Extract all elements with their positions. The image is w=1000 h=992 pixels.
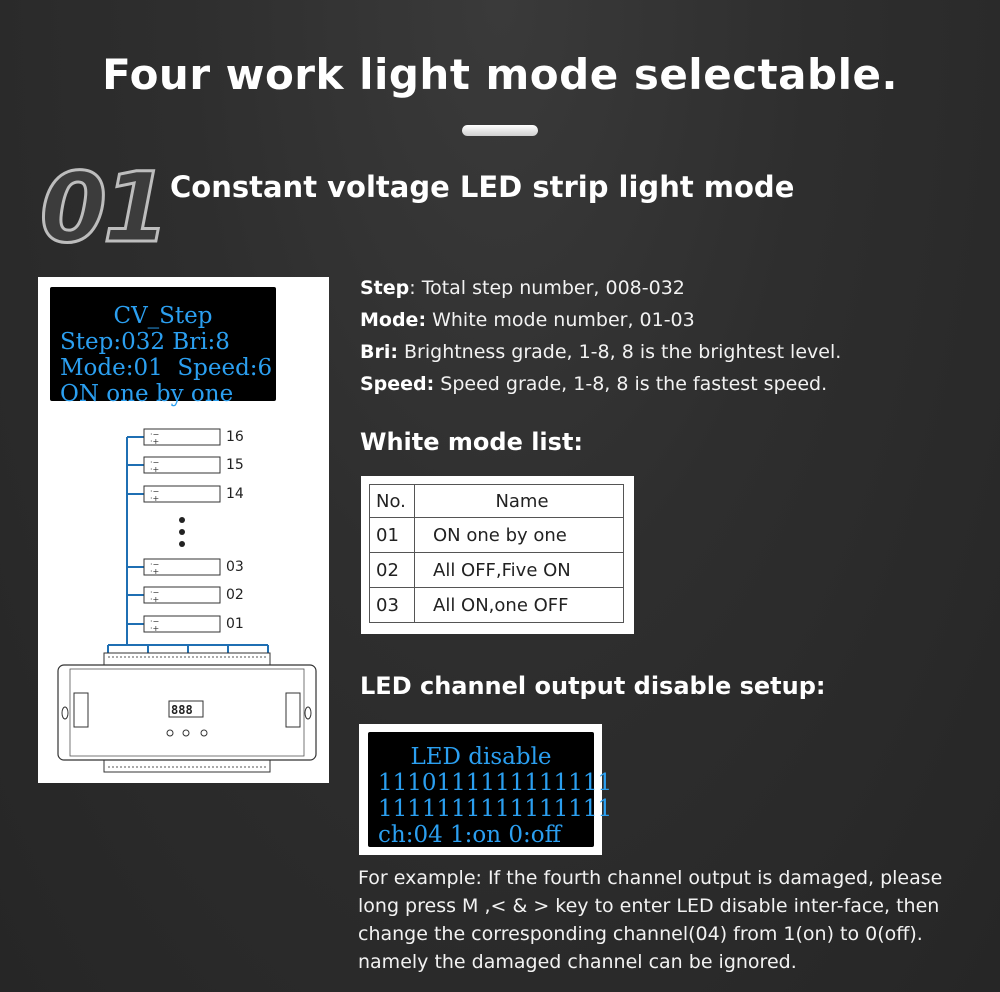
channel-label-01: 01 [226,616,244,632]
lcd2-line-2: 1110111111111111 [378,770,613,796]
lcd-line-2: Step:032 Bri:8 [60,329,230,355]
svg-text:·−: ·− [150,560,160,569]
svg-text:·−: ·− [150,487,160,496]
strip-03 [127,559,220,576]
strip-16 [127,429,220,446]
controller-display: 888 [171,703,193,717]
lcd-line-4: ON one by one [60,381,234,407]
lcd-line-3: Mode:01 Speed:6 [60,355,273,381]
svg-text:·+: ·+ [150,437,160,446]
svg-text:·+: ·+ [150,465,160,474]
svg-text:·−: ·− [150,617,160,626]
controller-box [58,653,316,772]
lcd2-line-3: 1111111111111111 [378,796,613,822]
strip-01 [127,616,220,633]
table-row: 01 ON one by one [370,518,624,553]
info-speed: Speed: Speed grade, 1-8, 8 is the fastest speed. [360,373,828,395]
table-header [370,485,624,518]
channel-label-15: 15 [226,457,244,473]
section-number: 01 [40,152,166,264]
example-text: For example: If the fourth channel output is damaged, please long press M ,< & > key to enter LED disable inter-face, then change the corresponding channel(04) from 1(on) to 0(off). namely the damaged channel can be ignored. [358,867,943,973]
white-mode-title: White mode list: [360,428,584,456]
svg-text:·+: ·+ [150,624,160,633]
strip-15 [127,457,220,474]
channel-label-02: 02 [226,587,244,603]
info-step: Step: Total step number, 008-032 [360,277,685,299]
strip-14 [127,486,220,503]
section-title: Constant voltage LED strip light mode [170,170,795,204]
controller-diagram [38,277,329,783]
svg-text:·+: ·+ [150,595,160,604]
channel-label-14: 14 [226,486,244,502]
page-title: Four work light mode selectable. [102,50,898,99]
svg-text:·−: ·− [150,430,160,439]
info-bri: Bri: Brightness grade, 1-8, 8 is the brightest level. [360,341,842,363]
channel-label-03: 03 [226,559,244,575]
svg-text:·+: ·+ [150,567,160,576]
disable-lcd-frame [359,724,613,855]
parameter-info [360,272,841,400]
svg-text:·−: ·− [150,588,160,597]
lcd-line-1: CV_Step [113,303,213,329]
channel-label-16: 16 [226,429,244,445]
table-row: 03 All ON,one OFF [370,588,624,623]
lcd2-line-4: ch:04 1:on 0:off [378,822,561,848]
title-underline [462,125,538,136]
header-no: No. [370,485,415,518]
wiring-diagram [38,277,329,783]
info-mode: Mode: White mode number, 01-03 [360,309,695,331]
svg-text:·+: ·+ [150,494,160,503]
disable-title: LED channel output disable setup: [360,672,826,700]
lcd2-line-1: LED disable [410,744,552,770]
strip-02 [127,587,220,604]
header-name: Name [415,485,624,518]
lcd-display-disable [368,732,613,848]
svg-text:·−: ·− [150,458,160,467]
white-mode-table [361,476,634,634]
table-row: 02 All OFF,Five ON [370,553,624,588]
